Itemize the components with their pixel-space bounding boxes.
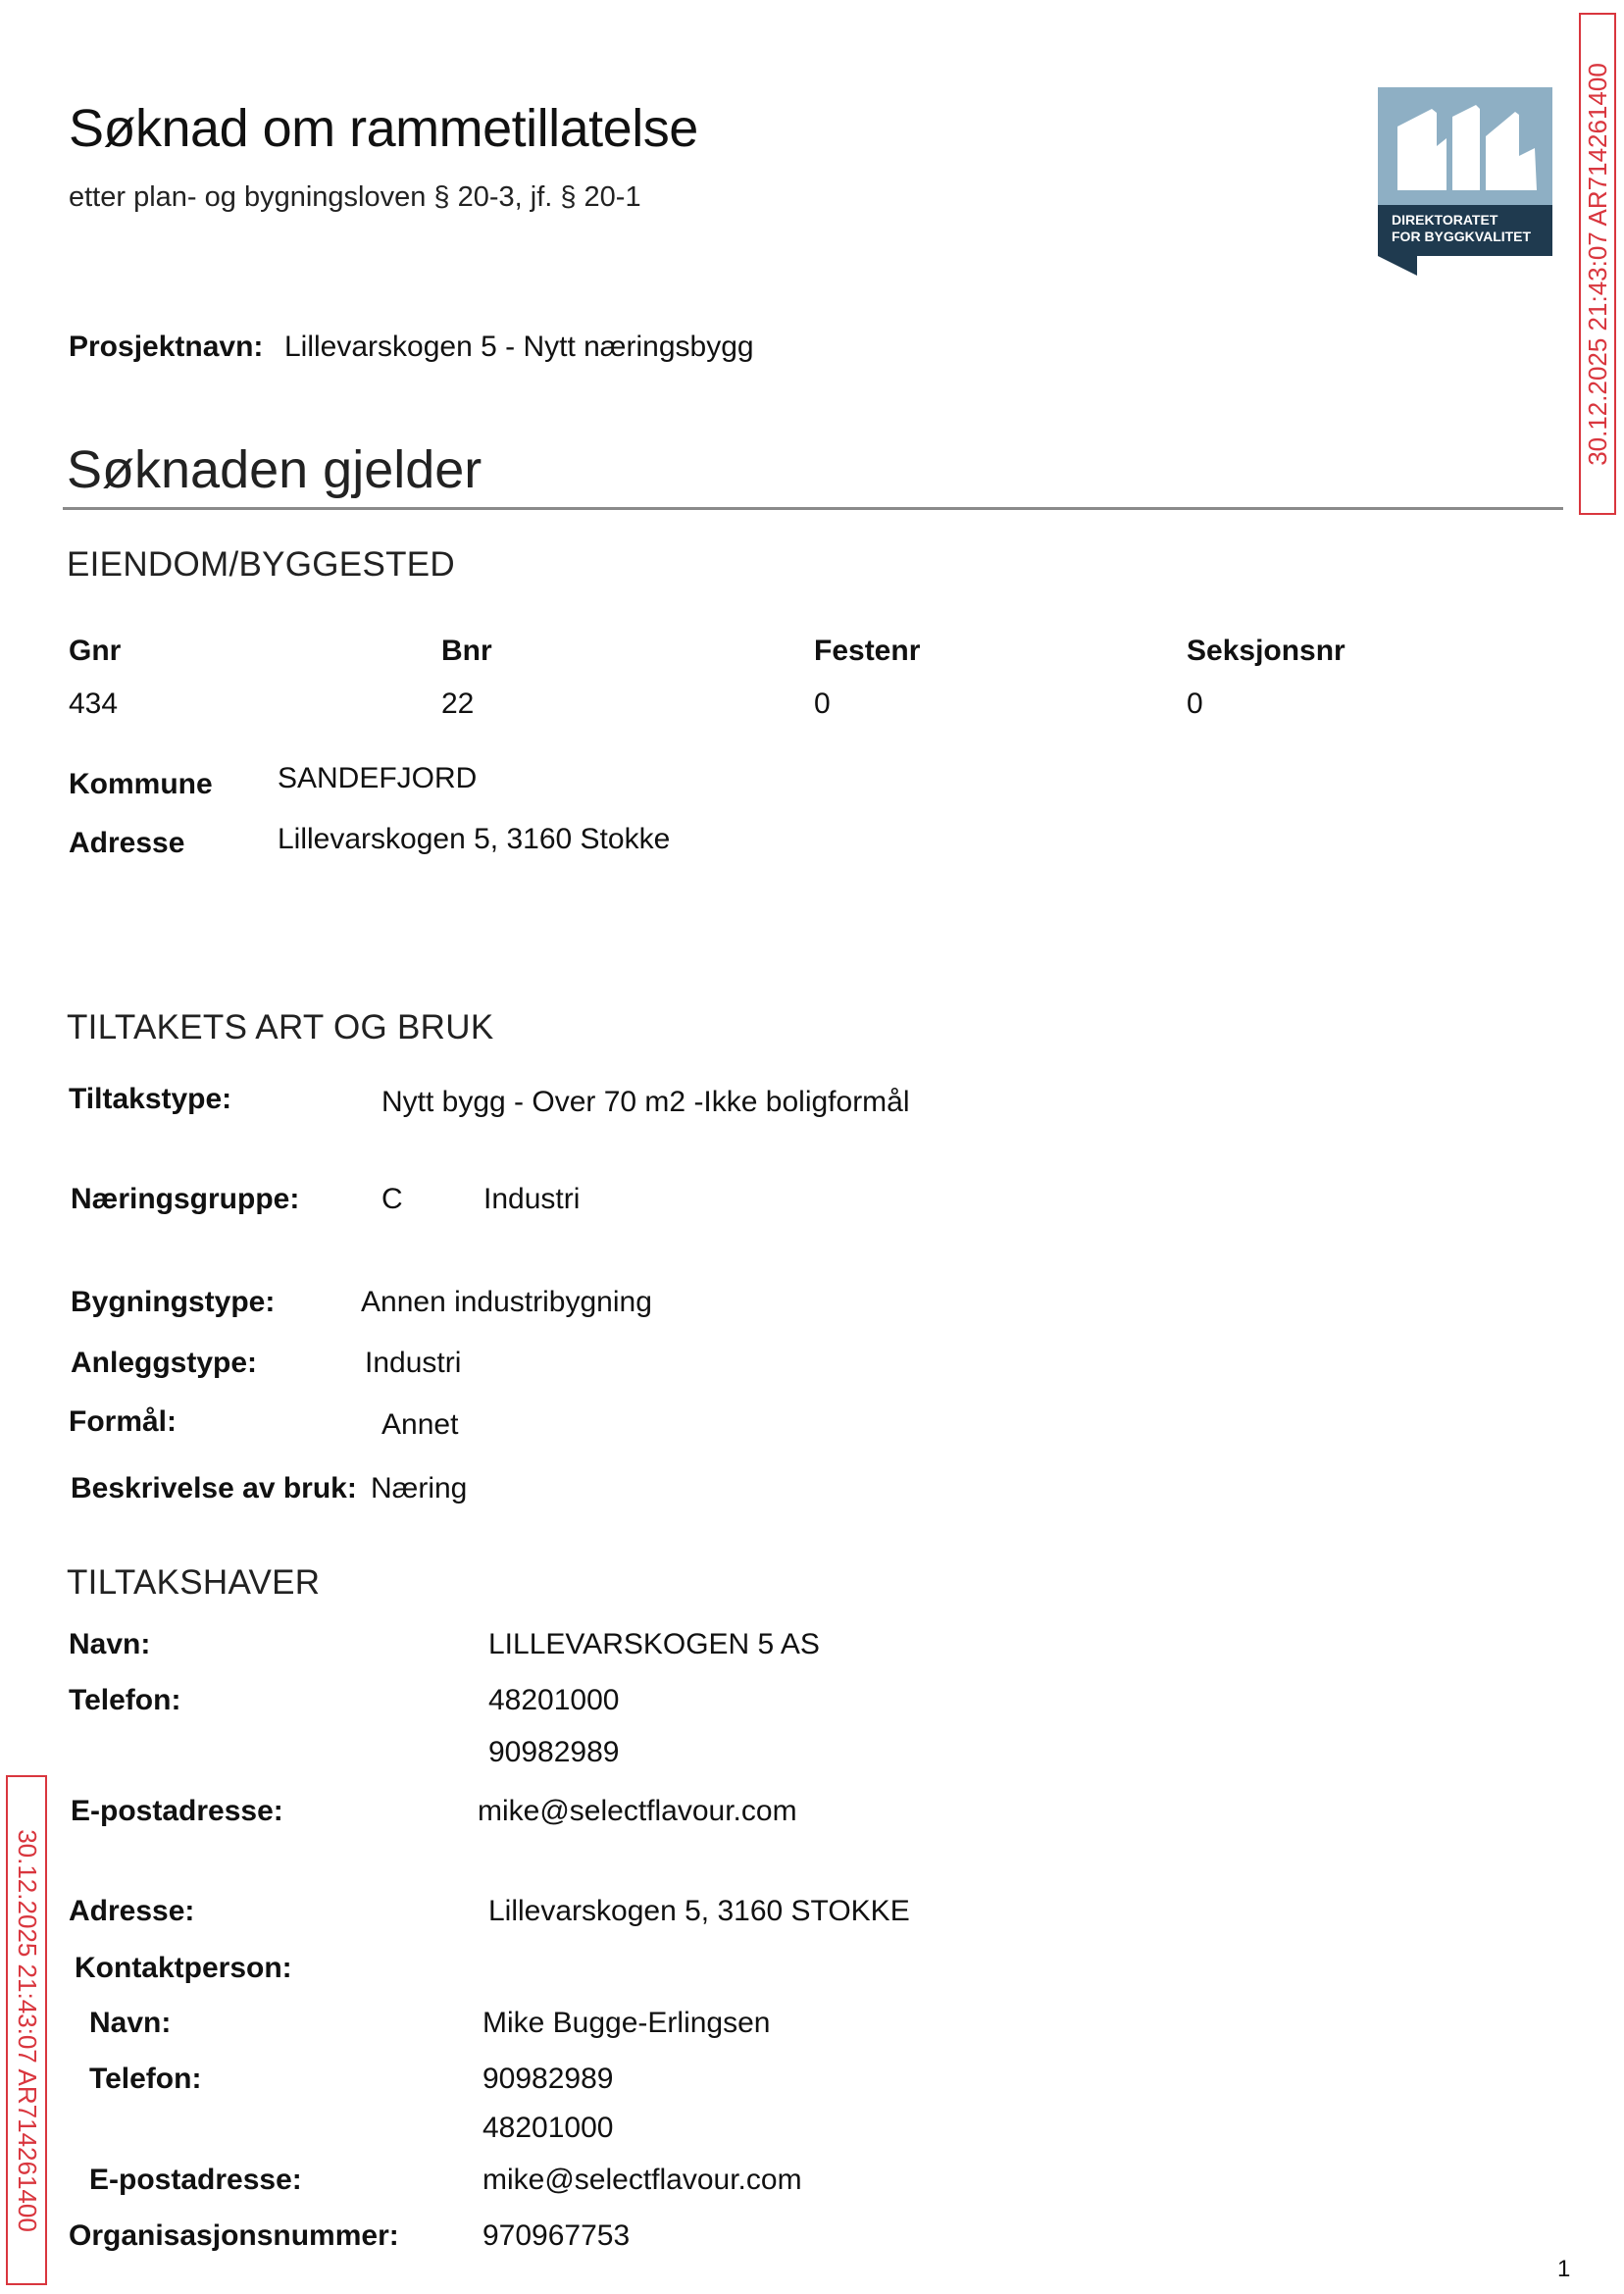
tiltakshaver-telefon-2: 90982989 <box>488 1736 620 1768</box>
tiltakshaver-epost-label: E-postadresse: <box>71 1795 283 1827</box>
tiltakshaver-heading: TILTAKSHAVER <box>67 1563 321 1602</box>
formal-label: Formål: <box>69 1405 178 1438</box>
eiendom-heading: EIENDOM/BYGGESTED <box>67 545 455 584</box>
tiltakshaver-telefon-label: Telefon: <box>69 1684 181 1716</box>
kontakt-telefon-label: Telefon: <box>89 2063 202 2095</box>
page-number: 1 <box>1557 2256 1571 2282</box>
dibk-logo-graphic <box>1378 87 1552 276</box>
project-name-label: Prosjektnavn: <box>69 331 264 363</box>
kontaktperson-label: Kontaktperson: <box>75 1952 292 1984</box>
tiltakshaver-adresse-value: Lillevarskogen 5, 3160 STOKKE <box>488 1895 910 1927</box>
seksjonsnr-label: Seksjonsnr <box>1187 635 1345 667</box>
tiltakshaver-epost-value: mike@selectflavour.com <box>478 1795 797 1827</box>
tiltakshaver-navn-label: Navn: <box>69 1628 151 1660</box>
gnr-label: Gnr <box>69 635 122 667</box>
festenr-label: Festenr <box>814 635 921 667</box>
anleggstype-value: Industri <box>365 1347 462 1379</box>
tiltakshaver-adresse-label: Adresse: <box>69 1895 195 1927</box>
tiltakshaver-telefon-1: 48201000 <box>488 1684 620 1716</box>
document-subtitle: etter plan- og bygningsloven § 20-3, jf. § 20-1 <box>69 181 641 213</box>
festenr-value: 0 <box>814 688 831 720</box>
naeringsgruppe-value: Industri <box>483 1183 581 1215</box>
anleggstype-label: Anleggstype: <box>71 1347 258 1379</box>
bnr-label: Bnr <box>441 635 492 667</box>
kontakt-navn-label: Navn: <box>89 2007 172 2039</box>
seksjonsnr-value: 0 <box>1187 688 1203 720</box>
tiltakshaver-navn-value: LILLEVARSKOGEN 5 AS <box>488 1628 820 1660</box>
timestamp-stamp-right <box>1579 13 1616 515</box>
kontakt-epost-label: E-postadresse: <box>89 2164 302 2196</box>
dibk-logo <box>1378 87 1552 276</box>
kommune-label: Kommune <box>69 768 213 800</box>
kontakt-epost-value: mike@selectflavour.com <box>482 2164 802 2196</box>
logo-text-line1: DIREKTORATET <box>1392 212 1498 228</box>
document-title: Søknad om rammetillatelse <box>69 99 698 158</box>
bnr-value: 22 <box>441 688 475 720</box>
tiltak-heading: TILTAKETS ART OG BRUK <box>67 1008 494 1046</box>
timestamp-stamp-left <box>6 1775 47 2285</box>
beskrivelse-label: Beskrivelse av bruk: <box>71 1472 357 1504</box>
stamp-text: 30.12.2025 21:43:07 AR714261400 <box>1582 62 1612 466</box>
kontakt-telefon-1: 90982989 <box>482 2063 614 2095</box>
kontakt-telefon-2: 48201000 <box>482 2112 614 2144</box>
adresse-value: Lillevarskogen 5, 3160 Stokke <box>278 823 671 855</box>
orgnr-label: Organisasjonsnummer: <box>69 2219 399 2252</box>
naeringsgruppe-code: C <box>381 1183 403 1215</box>
naeringsgruppe-label: Næringsgruppe: <box>71 1183 300 1215</box>
beskrivelse-value: Næring <box>371 1472 468 1504</box>
section-heading: Søknaden gjelder <box>67 440 482 499</box>
gnr-value: 434 <box>69 688 119 720</box>
section-divider <box>63 507 1563 510</box>
tiltakstype-label: Tiltakstype: <box>69 1083 232 1115</box>
kontakt-navn-value: Mike Bugge-Erlingsen <box>482 2007 771 2039</box>
adresse-label: Adresse <box>69 827 185 859</box>
formal-value: Annet <box>381 1408 459 1441</box>
logo-text-line2: FOR BYGGKVALITET <box>1392 229 1532 244</box>
bygningstype-value: Annen industribygning <box>361 1286 652 1318</box>
bygningstype-label: Bygningstype: <box>71 1286 276 1318</box>
orgnr-value: 970967753 <box>482 2219 631 2252</box>
tiltakstype-value: Nytt bygg - Over 70 m2 -Ikke boligformål <box>381 1086 910 1118</box>
stamp-text: 30.12.2025 21:43:07 AR714261400 <box>12 1828 42 2232</box>
kommune-value: SANDEFJORD <box>278 762 478 794</box>
project-name-value: Lillevarskogen 5 - Nytt næringsbygg <box>284 331 754 363</box>
